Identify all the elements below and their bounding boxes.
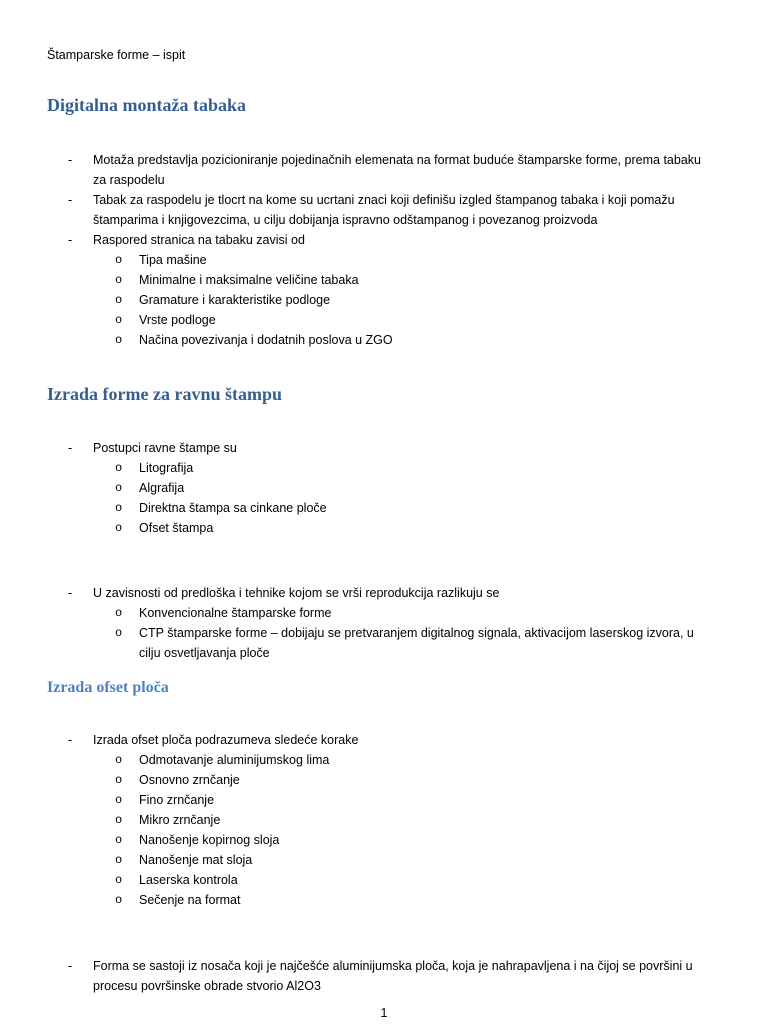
circle-bullet-icon: o	[115, 813, 123, 827]
circle-bullet-icon: o	[115, 873, 123, 887]
sub-list-item-text: Algrafija	[139, 481, 185, 495]
section-3-list-a	[0, 730, 768, 910]
sub-list-item-text: Konvencionalne štamparske forme	[139, 606, 332, 620]
page-number: 1	[380, 1006, 388, 1020]
list-item-text: Izrada ofset ploča podrazumeva sledeće korake	[93, 733, 359, 747]
list-item-text: U zavisnosti od predloška i tehnike kojom se vrši reprodukcija razlikuju se	[93, 586, 500, 600]
list-item-text: Raspored stranica na tabaku zavisi od	[93, 233, 305, 247]
section-heading-ravna-stampa: Izrada forme za ravnu štampu	[47, 384, 282, 404]
section-1-list	[0, 150, 768, 350]
dash-marker: -	[68, 153, 73, 167]
sub-list-item-text: Sečenje na format	[139, 893, 241, 907]
sub-list-item-text: Fino zrnčanje	[139, 793, 215, 807]
list-item	[0, 956, 768, 996]
sub-list-item	[0, 890, 768, 910]
sub-list-item	[0, 830, 768, 850]
section-heading-digitalna-montaza: Digitalna montaža tabaka	[47, 95, 247, 115]
sub-list-item	[0, 310, 768, 330]
sub-list-item-text: Osnovno zrnčanje	[139, 773, 240, 787]
sub-list-item	[0, 870, 768, 890]
sub-list-item	[0, 750, 768, 770]
sub-list-item	[0, 270, 768, 290]
circle-bullet-icon: o	[115, 793, 123, 807]
sub-list-item-text: Gramature i karakteristike podloge	[139, 293, 331, 307]
sub-list-item-text: Nanošenje mat sloja	[139, 853, 253, 867]
list-item	[0, 190, 768, 230]
dash-marker: -	[68, 193, 73, 207]
list-item-text: Motaža predstavlja pozicioniranje pojedinačnih elemenata na format buduće štamparske forme, prema tabaku za raspodelu	[93, 153, 701, 187]
sub-list-item	[0, 330, 768, 350]
circle-bullet-icon: o	[115, 313, 123, 327]
list-item	[0, 583, 768, 603]
list-item-text: Tabak za raspodelu je tlocrt na kome su ucrtani znaci koji definišu izgled štampanog tabaka i koji pomažu štamparima i knjigovezcima, u cilju dobijanja ispravno odštampanog i povezanog proizvoda	[93, 193, 675, 227]
sub-list-item	[0, 810, 768, 830]
dash-marker: -	[68, 233, 73, 247]
dash-marker: -	[68, 733, 73, 747]
sub-list-item-text: Direktna štampa sa cinkane ploče	[139, 501, 327, 515]
sub-list-item	[0, 623, 768, 663]
sub-list-item-text: Odmotavanje aluminijumskog lima	[139, 753, 330, 767]
sub-list-item	[0, 498, 768, 518]
document-title: Štamparske forme – ispit	[47, 48, 186, 62]
list-item	[0, 730, 768, 750]
circle-bullet-icon: o	[115, 833, 123, 847]
circle-bullet-icon: o	[115, 273, 123, 287]
sub-list-item	[0, 770, 768, 790]
list-item-text: Forma se sastoji iz nosača koji je najčešće aluminijumska ploča, koja je nahrapavljena i na čijoj se površini u procesu površinske obrade stvorio Al2O3	[93, 959, 693, 993]
section-3-list-b	[0, 956, 768, 996]
section-2-list-b	[0, 583, 768, 663]
circle-bullet-icon: o	[115, 893, 123, 907]
section-2-list-a	[0, 438, 768, 538]
list-item	[0, 150, 768, 190]
circle-bullet-icon: o	[115, 606, 123, 620]
circle-bullet-icon: o	[115, 501, 123, 515]
sub-list-item-text: Nanošenje kopirnog sloja	[139, 833, 280, 847]
sub-list-item-text: Minimalne i maksimalne veličine tabaka	[139, 273, 359, 287]
sub-list-item-text: Tipa mašine	[139, 253, 207, 267]
sub-list-item	[0, 290, 768, 310]
dash-marker: -	[68, 959, 73, 973]
sub-list-item-text: Mikro zrnčanje	[139, 813, 221, 827]
circle-bullet-icon: o	[115, 853, 123, 867]
sub-list-item-text: Laserska kontrola	[139, 873, 238, 887]
sub-list-item	[0, 790, 768, 810]
sub-list-item	[0, 518, 768, 538]
circle-bullet-icon: o	[115, 753, 123, 767]
dash-marker: -	[68, 586, 73, 600]
list-item	[0, 230, 768, 250]
circle-bullet-icon: o	[115, 253, 123, 267]
circle-bullet-icon: o	[115, 521, 123, 535]
sub-list-item-text: CTP štamparske forme – dobijaju se pretvaranjem digitalnog signala, aktivacijom laserskog izvora, u cilju osvetljavanja ploče	[139, 626, 694, 660]
dash-marker: -	[68, 441, 73, 455]
circle-bullet-icon: o	[115, 626, 123, 640]
sub-list-item-text: Litografija	[139, 461, 194, 475]
list-item	[0, 438, 768, 458]
sub-list-item-text: Ofset štampa	[139, 521, 214, 535]
section-heading-ofset-ploce: Izrada ofset ploča	[47, 679, 169, 696]
circle-bullet-icon: o	[115, 461, 123, 475]
sub-list-item	[0, 603, 768, 623]
sub-list-item	[0, 478, 768, 498]
sub-list-item	[0, 458, 768, 478]
sub-list-item	[0, 250, 768, 270]
circle-bullet-icon: o	[115, 481, 123, 495]
sub-list-item-text: Vrste podloge	[139, 313, 216, 327]
sub-list-item-text: Načina povezivanja i dodatnih poslova u ZGO	[139, 333, 393, 347]
circle-bullet-icon: o	[115, 773, 123, 787]
circle-bullet-icon: o	[115, 333, 123, 347]
sub-list-item	[0, 850, 768, 870]
circle-bullet-icon: o	[115, 293, 123, 307]
list-item-text: Postupci ravne štampe su	[93, 441, 237, 455]
